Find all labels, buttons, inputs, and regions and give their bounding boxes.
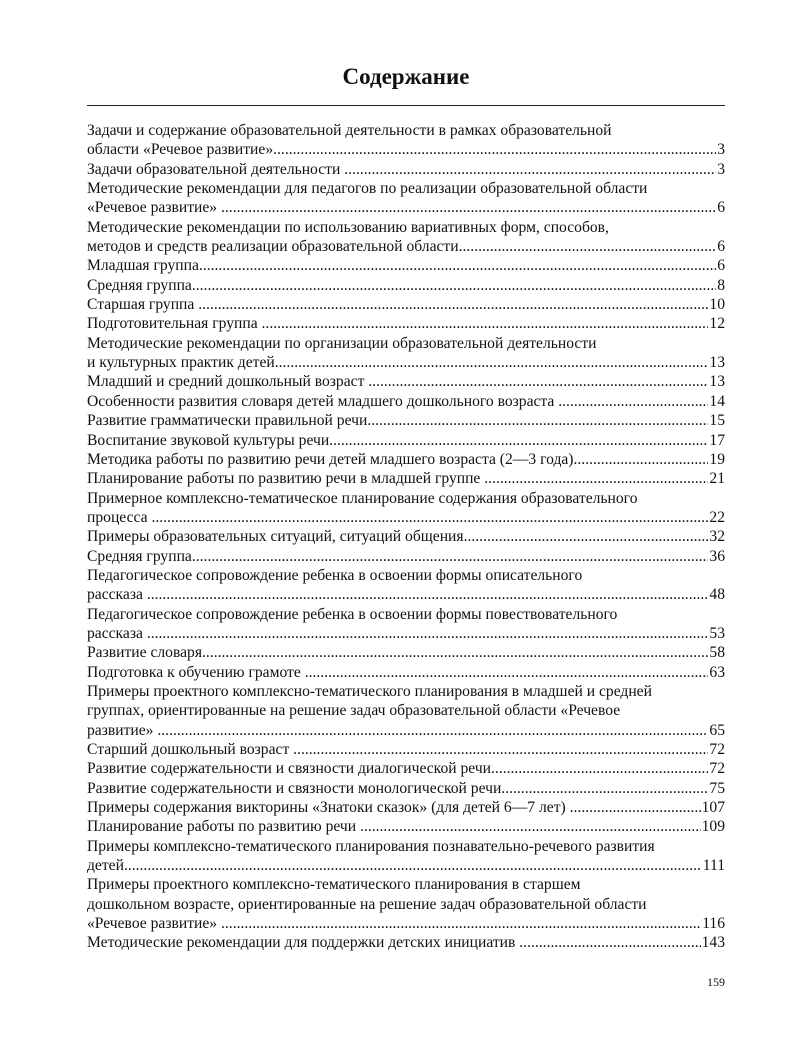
toc-dot-leader (87, 759, 708, 778)
toc-entry-text: Педагогическое сопровождение ребенка в освоении формы описательного (87, 566, 583, 584)
toc-page-number: 72 (709, 760, 725, 778)
toc-entry[interactable] (87, 875, 725, 933)
toc-entry-text: рассказа (87, 624, 147, 642)
toc-entry-text: «Речевое развитие» (87, 915, 221, 933)
toc-page-number: 32 (709, 528, 725, 546)
toc-dot-leader (87, 624, 708, 643)
toc-page-number: 13 (709, 373, 725, 391)
toc-entry[interactable] (87, 740, 725, 759)
toc-dot-leader (87, 527, 708, 546)
toc-entry-text: Примеры содержания викторины «Знатоки сказок» (для детей 6—7 лет) (87, 799, 570, 817)
toc-entry-text: группах, ориентированные на решение задач образовательной области «Речевое (87, 702, 621, 720)
toc-entry[interactable] (87, 431, 725, 450)
toc-entry-text: Методические рекомендации по организации образовательной деятельности (87, 334, 597, 352)
toc-page-number: 14 (709, 392, 725, 410)
toc-dot-leader (87, 585, 708, 604)
toc-entry-text: Развитие словаря (87, 644, 202, 662)
toc-entry[interactable] (87, 605, 725, 644)
toc-dot-leader (87, 740, 708, 759)
toc-entry-text: Примеры проектного комплексно-тематического планирования в младшей и средней (87, 682, 652, 700)
title-divider (87, 105, 725, 106)
toc-entry[interactable] (87, 489, 725, 528)
toc-entry-text: методов и средств реализации образовательной области (87, 238, 459, 256)
toc-page-number: 22 (709, 508, 725, 526)
toc-entry[interactable] (87, 779, 725, 798)
toc-page-number: 12 (709, 315, 725, 333)
toc-entry[interactable] (87, 643, 725, 662)
toc-entry-text: Воспитание звуковой культуры речи (87, 431, 330, 449)
toc-dot-leader (87, 140, 716, 159)
toc-entry-text: Подготовка к обучению грамоте (87, 663, 305, 681)
toc-dot-leader (87, 643, 708, 662)
toc-entry[interactable] (87, 218, 725, 257)
toc-entry[interactable] (87, 256, 725, 275)
toc-page-number: 13 (709, 354, 725, 372)
toc-entry-text: и культурных практик детей (87, 354, 275, 372)
toc-dot-leader (87, 392, 708, 411)
toc-page-number: 48 (709, 586, 725, 604)
toc-dot-leader (87, 372, 708, 391)
toc-entry-text: Средняя группа (87, 547, 192, 565)
toc-entry-text: области «Речевое развитие» (87, 141, 274, 159)
toc-dot-leader (87, 721, 708, 740)
toc-page-number: 19 (709, 450, 725, 468)
toc-entry-text: Примеры образовательных ситуаций, ситуаций общения (87, 528, 464, 546)
toc-dot-leader (87, 856, 702, 875)
toc-dot-leader (87, 798, 701, 817)
toc-page-number: 53 (709, 624, 725, 642)
toc-page-number: 111 (702, 857, 725, 875)
toc-dot-leader (87, 237, 716, 256)
toc-dot-leader (87, 160, 716, 179)
toc-entry[interactable] (87, 547, 725, 566)
toc-dot-leader (87, 431, 708, 450)
toc-dot-leader (87, 817, 701, 836)
toc-entry-text: Педагогическое сопровождение ребенка в освоении формы повествовательного (87, 605, 618, 623)
toc-entry-text: Младшая группа (87, 257, 199, 275)
toc-entry[interactable] (87, 798, 725, 817)
toc-dot-leader (87, 276, 716, 295)
toc-page-number: 8 (717, 276, 725, 294)
toc-entry-text: Методика работы по развитию речи детей младшего возраста (2—3 года) (87, 450, 574, 468)
toc-dot-leader (87, 450, 708, 469)
toc-entry-text: Особенности развития словаря детей младшего дошкольного возраста (87, 392, 559, 410)
toc-entry[interactable] (87, 334, 725, 373)
toc-entry-text: Методические рекомендации для поддержки детских инициатив (87, 934, 520, 952)
toc-entry-text: Примеры проектного комплексно-тематического планирования в старшем (87, 876, 581, 894)
toc-page-number: 6 (717, 257, 725, 275)
toc-entry-text: процесса (87, 508, 152, 526)
toc-entry-text: детей (87, 857, 124, 875)
toc-entry-text: рассказа (87, 586, 147, 604)
page-title: Содержание (342, 64, 470, 89)
toc-entry-text: Задачи образовательной деятельности (87, 160, 345, 178)
toc-entry-text: Старшая группа (87, 296, 199, 314)
toc-dot-leader (87, 933, 701, 952)
table-of-contents (87, 121, 725, 953)
toc-page-number: 3 (717, 141, 725, 159)
toc-entry-text: Методические рекомендации для педагогов по реализации образовательной области (87, 180, 648, 198)
toc-entry[interactable] (87, 759, 725, 778)
toc-entry-text: Средняя группа (87, 276, 192, 294)
toc-entry-text: Примеры комплексно-тематического планирования познавательно-речевого развития (87, 837, 655, 855)
toc-page-number: 75 (709, 779, 725, 797)
toc-dot-leader (87, 295, 708, 314)
toc-dot-leader (87, 914, 701, 933)
toc-dot-leader (87, 547, 708, 566)
toc-page-number: 10 (709, 296, 725, 314)
toc-page-number: 65 (709, 721, 725, 739)
toc-entry[interactable] (87, 527, 725, 546)
toc-entry-text: Планирование работы по развитию речи (87, 818, 361, 836)
toc-entry[interactable] (87, 295, 725, 314)
toc-entry-text: развитие» (87, 721, 158, 739)
toc-entry[interactable] (87, 837, 725, 876)
toc-page-number: 6 (717, 199, 725, 217)
toc-page-number: 36 (709, 547, 725, 565)
toc-entry-text: Развитие содержательности и связности монологической речи (87, 779, 502, 797)
toc-dot-leader (87, 256, 716, 275)
toc-entry[interactable] (87, 566, 725, 605)
toc-entry[interactable] (87, 817, 725, 836)
toc-entry-text: Развитие содержательности и связности диалогической речи (87, 760, 492, 778)
toc-page-number: 72 (709, 741, 725, 758)
toc-entry-text: Старший дошкольный возраст (87, 741, 294, 758)
toc-entry[interactable] (87, 933, 725, 952)
toc-page-number: 3 (717, 160, 725, 178)
toc-dot-leader (87, 663, 708, 682)
toc-entry-text: Примерное комплексно-тематическое планирование содержания образовательного (87, 489, 638, 507)
toc-dot-leader (87, 411, 708, 430)
toc-page-number: 107 (701, 799, 725, 817)
toc-dot-leader (87, 779, 708, 798)
toc-entry[interactable] (87, 663, 725, 682)
toc-page-number: 6 (717, 238, 725, 256)
toc-entry[interactable] (87, 276, 725, 295)
page-number: 159 (707, 975, 725, 989)
toc-entry[interactable] (87, 450, 725, 469)
toc-dot-leader (87, 314, 708, 333)
toc-entry-text: Методические рекомендации по использованию вариативных форм, способов, (87, 218, 609, 236)
toc-page-number: 143 (701, 934, 725, 952)
toc-dot-leader (87, 353, 708, 372)
toc-entry-text: Развитие грамматически правильной речи (87, 412, 368, 430)
toc-entry[interactable] (87, 160, 725, 179)
toc-dot-leader (87, 469, 708, 488)
toc-entry-text: «Речевое развитие» (87, 199, 221, 217)
toc-entry-text: Младший и средний дошкольный возраст (87, 373, 369, 391)
toc-dot-leader (87, 508, 708, 527)
toc-page-number: 109 (701, 818, 725, 836)
toc-entry[interactable] (87, 392, 725, 411)
toc-entry[interactable] (87, 469, 725, 488)
toc-entry-text: Подготовительная группа (87, 315, 262, 333)
toc-entry-text: Планирование работы по развитию речи в младшей группе (87, 470, 485, 488)
toc-entry[interactable] (87, 372, 725, 391)
toc-page-number: 58 (709, 644, 725, 662)
toc-page-number: 15 (709, 412, 725, 430)
toc-page-number: 17 (709, 431, 725, 449)
toc-page-number: 116 (702, 915, 725, 933)
toc-page-number: 21 (709, 470, 725, 488)
toc-page-number: 63 (709, 663, 725, 681)
toc-entry[interactable] (87, 314, 725, 333)
toc-dot-leader (87, 198, 716, 217)
toc-entry[interactable] (87, 179, 725, 218)
toc-entry[interactable] (87, 121, 725, 160)
toc-entry-text: дошкольном возрасте, ориентированные на решение задач образовательной области (87, 895, 647, 913)
toc-entry[interactable] (87, 682, 725, 740)
toc-entry-text: Задачи и содержание образовательной деятельности в рамках образовательной (87, 122, 612, 139)
toc-entry[interactable] (87, 411, 725, 430)
